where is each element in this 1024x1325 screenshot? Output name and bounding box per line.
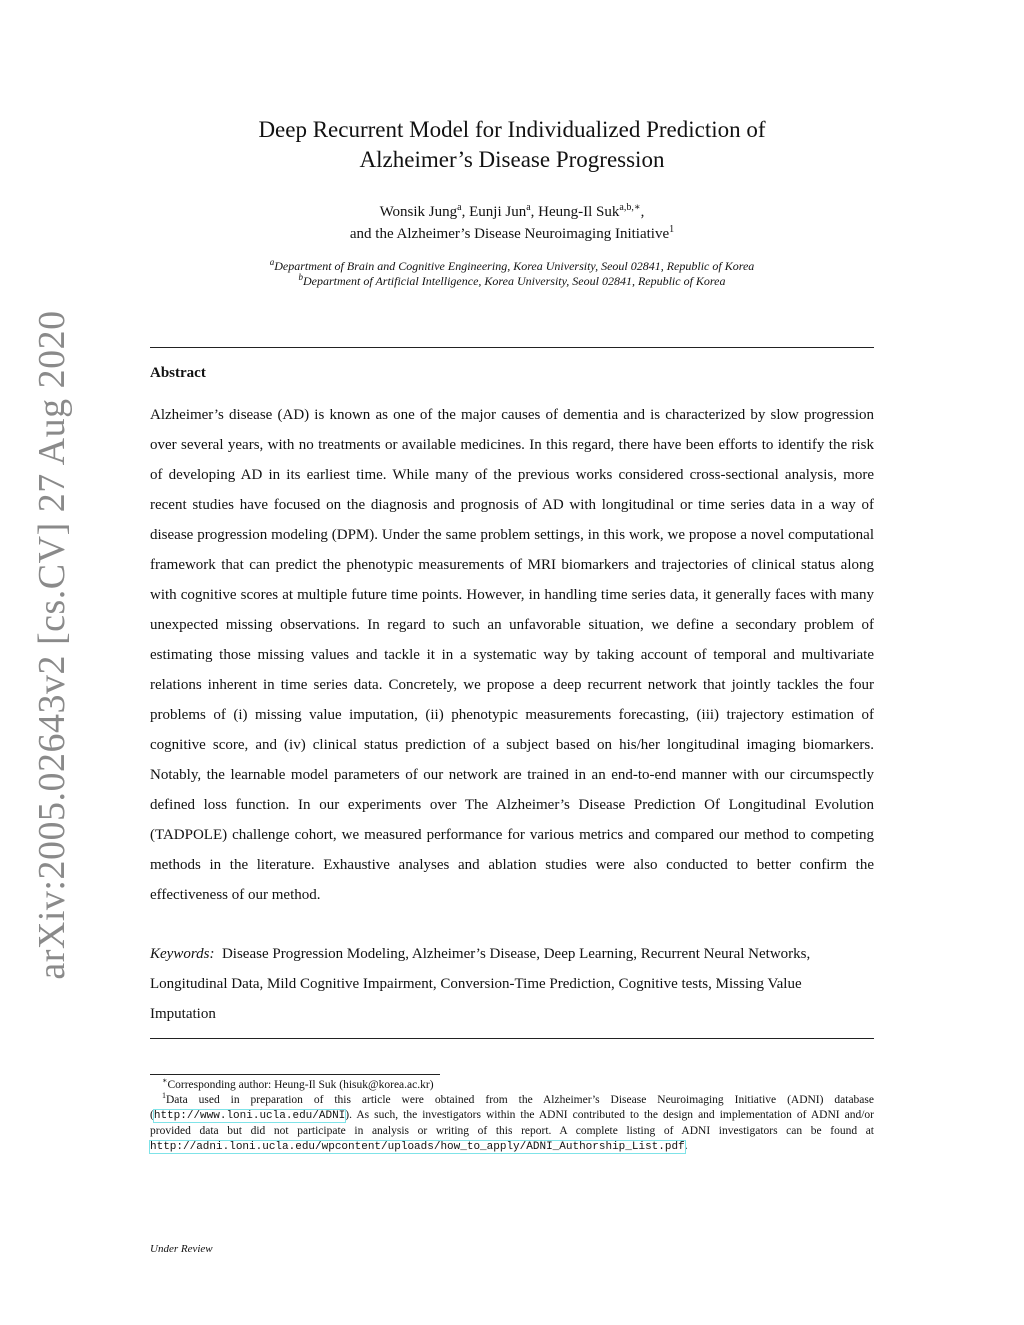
abstract-body: Alzheimer’s disease (AD) is known as one of the major causes of dementia and is characterized by slow progression over several years, with no treatments or available medicines. In this regard, there have been efforts to identify the risk of developing AD in its earliest time. While many of the previous works considered cross-sectional analysis, more recent studies have focused on the diagnosis and prognosis of AD with longitudinal or time series data in a way of disease progression modeling (DPM). Under the same problem settings, in this work, we propose a novel computational framework that can predict the phenotypic measurements of MRI biomarkers and trajectories of clinical status along with cognitive scores at multiple future time points. However, in handling time series data, it generally faces with many unexpected missing observations. In regard to such an unfavorable situation, we define a secondary problem of estimating those missing values and tackle it in a systematic way by taking account of temporal and multivariate relations inherent in time series data. Concretely, we propose a deep recurrent network that jointly tackles the four problems of (i) missing value imputation, (ii) phenotypic measurements forecasting, (iii) trajectory estimation of cognitive score, and (iv) clinical status prediction of a subject based on his/her longitudinal imaging biomarkers. Notably, the learnable model parameters of our network are trained in an end-to-end manner with our circumspectly defined loss function. In our experiments over The Alzheimer’s Disease Prediction Of Longitudinal Evolution (TADPOLE) challenge cohort, we measured performance for various metrics and compared our method to competing methods in the literature. Exhaustive analyses and ablation studies were also conducted to better confirm the effectiveness of our method. [150,407,874,903]
consortium-name: and the Alzheimer’s Disease Neuroimaging Initiative [349,226,670,242]
affiliation-text: Department of Brain and Cognitive Engineering, Korea University, Seoul 02841, Republic of Korea [274,259,755,273]
author-line-2 [150,223,874,245]
affiliation-mark: b [298,272,303,282]
footnote-text: Data used in preparation of this article were obtained from the Alzheimer’s Disease Neuroimaging Initiative (ADNI) database ( [150,1094,874,1121]
author-name: Eunji Jun [469,204,527,220]
abstract-top-rule [150,347,874,348]
footnote-mark: ∗ [162,1076,168,1086]
author-list [150,201,874,245]
abstract-bottom-rule [150,1038,874,1039]
author-affil-mark: a [457,202,462,213]
page-footer: Under Review [150,1243,213,1255]
footnote-rule [150,1074,440,1075]
keywords-text: Disease Progression Modeling, Alzheimer’s Disease, Deep Learning, Recurrent Neural Networks, Longitudinal Data, Mild Cognitive Impairment, Conversion-Time Prediction, Cognitive tests, Missing Value Imputation [150,946,811,1022]
footnotes [150,1078,874,1155]
footnote-mark: 1 [162,1091,166,1101]
footnote-ref: 1 [669,224,675,235]
title-line-2: Alzheimer’s Disease Progression [359,147,665,172]
affiliation-text: Department of Artificial Intelligence, Korea University, Seoul 02841, Republic of Korea [303,274,726,288]
paper-title [150,115,874,175]
adni-link[interactable]: http://www.loni.ucla.edu/ADNI [153,1110,346,1122]
author-line-1: Wonsik Jung$^a$, Eunji Jun$^a$, Heung-Il Suk$^{a,b,∗}$, [379,202,645,220]
keywords [150,939,840,1029]
footnote-text: . [684,1140,688,1152]
author-name: Wonsik Jung [379,204,458,220]
author-affil-mark: a [526,202,531,213]
author-name: Heung-Il Suk [538,204,620,220]
footnote-1 [150,1078,874,1093]
footnote-text: ). As such, the investigators within the ADNI contributed to the design and implementation of ADNI and/or provided data but did not participate in analysis or writing of this report. A complete listing of ADNI investigators can be found at [150,1109,874,1137]
affiliation-b [150,274,874,289]
arxiv-identifier: arXiv:2005.02643v2 [cs.CV] 27 Aug 2020 [31,310,73,980]
keywords-label: Keywords: [150,946,215,962]
footnote-text: Corresponding author: Heung-Il Suk (hisuk@korea.ac.kr) [167,1079,434,1091]
title-line-1: Deep Recurrent Model for Individualized Prediction of [258,117,766,142]
footnote-2 [150,1093,874,1155]
author-affil-mark: a,b,∗ [619,202,641,213]
affiliations [150,259,874,289]
abstract-heading: Abstract [150,365,206,381]
authorship-list-link[interactable]: http://adni.loni.ucla.edu/wpcontent/uploads/how_to_apply/ADNI_Authorship_List.pdf [150,1141,685,1153]
affiliation-a [150,259,874,274]
affiliation-mark: a [269,257,275,267]
